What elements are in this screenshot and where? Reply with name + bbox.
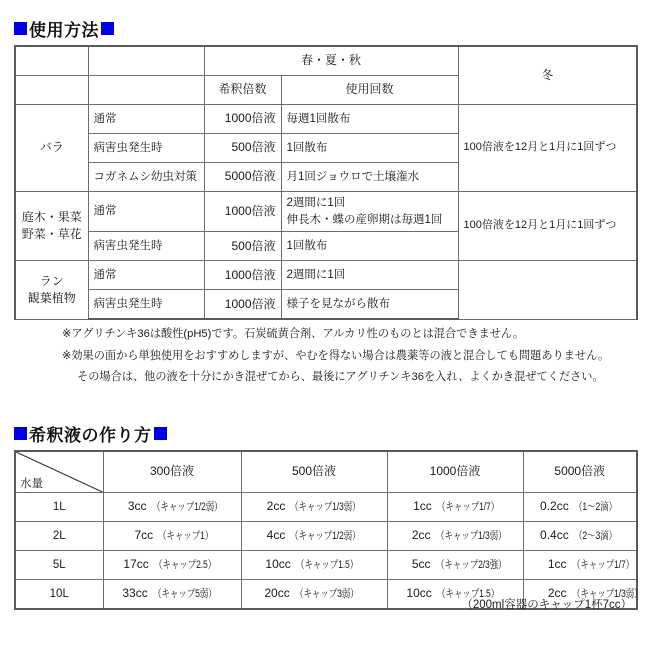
condition-pest: 病害虫発生時	[88, 134, 204, 163]
winter-value: 100倍液を12月と1月に1回ずつ	[458, 192, 637, 261]
dose-500x	[241, 522, 387, 551]
water-amount: 5L	[15, 551, 103, 580]
table-header-row-1	[15, 46, 637, 76]
dose-value: 17cc	[123, 557, 149, 572]
category-line-1: ラン	[39, 273, 64, 288]
table-row	[15, 105, 637, 134]
dilution-value: 500倍液	[204, 232, 281, 261]
frequency-line-2: 伸長木・蝶の産卵期は毎週1回	[286, 213, 443, 226]
dose-1000x	[387, 493, 523, 522]
dilution-preparation-table	[14, 450, 642, 610]
dose-300x	[103, 551, 241, 580]
frequency-value: 2週間に1回	[281, 261, 458, 290]
usage-heading-text: 使用方法	[29, 21, 99, 40]
dose-500x	[241, 551, 387, 580]
note-line-3: その場合は、他の液を十分にかき混ぜてから、最後にアグリチンキ36を入れ、よくかき混ぜてください。	[77, 371, 604, 383]
corner-label-text: 水量	[20, 477, 43, 490]
condition-pest: 病害虫発生時	[88, 232, 204, 261]
dose-note: （1〜2滴）	[573, 501, 617, 514]
water-amount: 1L	[15, 493, 103, 522]
blue-square-icon	[154, 427, 167, 440]
water-amount: 2L	[15, 522, 103, 551]
winter-value: 100倍液を12月と1月に1回ずつ	[458, 105, 637, 192]
dose-note: （キャップ1.5）	[295, 559, 358, 572]
condition-beetle-larva: コガネムシ幼虫対策	[88, 163, 204, 192]
dose-5000x	[523, 551, 637, 580]
blue-square-icon	[14, 427, 27, 440]
frequency-value: 1回散布	[281, 134, 458, 163]
dose-note: （キャップ1.5）	[436, 588, 499, 601]
header-blank-category-2	[15, 76, 88, 105]
dose-500x	[241, 493, 387, 522]
dose-value: 0.2cc	[540, 499, 569, 514]
dilution-value: 1000倍液	[204, 105, 281, 134]
dose-300x	[103, 580, 241, 610]
dose-value: 2cc	[411, 528, 431, 543]
category-rose: バラ	[15, 105, 88, 192]
frequency-value: 毎週1回散布	[281, 105, 458, 134]
usage-method-table	[14, 45, 638, 320]
blue-square-icon	[14, 22, 27, 35]
dose-note: （キャップ1/3弱）	[571, 588, 642, 601]
dose-value: 10cc	[265, 557, 291, 572]
dose-note: （キャップ1/7）	[571, 559, 634, 572]
dose-note: （キャップ2/3強）	[435, 559, 506, 572]
dose-note: （キャップ1/2弱）	[290, 530, 361, 543]
header-blank-condition	[88, 46, 204, 76]
table-row	[15, 551, 637, 580]
header-usage-frequency: 使用回数	[281, 76, 458, 105]
dose-note: （2〜3滴）	[573, 530, 617, 543]
table-row	[15, 493, 637, 522]
column-header-300x: 300倍液	[103, 451, 241, 493]
dose-300x	[103, 522, 241, 551]
dose-value: 2cc	[266, 499, 286, 514]
dose-500x	[241, 580, 387, 610]
frequency-value: 様子を見ながら散布	[281, 290, 458, 320]
blue-square-icon	[101, 22, 114, 35]
dose-value: 20cc	[264, 586, 290, 601]
table-row	[15, 522, 637, 551]
column-header-5000x: 5000倍液	[523, 451, 637, 493]
dose-value: 33cc	[122, 586, 148, 601]
dose-5000x	[523, 522, 637, 551]
dose-note: （キャップ1/2弱）	[151, 501, 222, 514]
condition-normal: 通常	[88, 105, 204, 134]
dilution-value: 1000倍液	[204, 290, 281, 320]
dose-value: 2cc	[547, 586, 567, 601]
note-line-1: ※アグリチンキ36は酸性(pH5)です。石炭硫黄合剤、アルカリ性のものとは混合できません。	[62, 328, 524, 340]
table-header-row	[15, 451, 637, 493]
condition-normal: 通常	[88, 261, 204, 290]
winter-value	[458, 261, 637, 320]
header-blank-category	[15, 46, 88, 76]
frequency-value	[281, 192, 458, 232]
header-blank-condition-2	[88, 76, 204, 105]
header-season-winter: 冬	[458, 46, 637, 105]
dose-note: （キャップ1/3弱）	[290, 501, 361, 514]
category-orchid	[15, 261, 88, 320]
dilution-value: 500倍液	[204, 134, 281, 163]
category-line-2: 観葉植物	[27, 291, 76, 306]
dilution-section-heading	[14, 421, 167, 446]
dose-value: 3cc	[127, 499, 147, 514]
header-dilution-ratio: 希釈倍数	[204, 76, 281, 105]
water-amount: 10L	[15, 580, 103, 610]
category-garden-trees	[15, 192, 88, 261]
note-line-2: ※効果の面から単独使用をおすすめしますが、やむを得ない場合は農薬等の液と混合しても問題ありません。	[62, 349, 610, 362]
column-header-500x: 500倍液	[241, 451, 387, 493]
frequency-line-1: 2週間に1回	[286, 197, 346, 209]
dose-1000x	[387, 522, 523, 551]
dose-note: （キャップ1/7）	[436, 501, 499, 514]
corner-water-amount	[15, 451, 103, 493]
dose-note: （キャップ2.5）	[153, 559, 216, 572]
dose-value: 7cc	[134, 528, 154, 543]
dose-5000x	[523, 493, 637, 522]
dilution-value: 1000倍液	[204, 192, 281, 232]
usage-notes	[0, 324, 650, 389]
header-season-warm: 春・夏・秋	[204, 46, 458, 76]
dose-value: 1cc	[547, 557, 567, 572]
dose-note: （キャップ5弱）	[152, 588, 217, 601]
condition-pest: 病害虫発生時	[88, 290, 204, 320]
table-row	[15, 192, 637, 232]
dose-value: 0.4cc	[540, 528, 569, 543]
dose-note: （キャップ3弱）	[294, 588, 359, 601]
dilution-value: 1000倍液	[204, 261, 281, 290]
frequency-value: 月1回ジョウロで土壌潅水	[281, 163, 458, 192]
category-line-2: 野菜・草花	[21, 227, 82, 242]
dilution-heading-text: 希釈液の作り方	[29, 426, 152, 445]
frequency-value: 1回散布	[281, 232, 458, 261]
column-header-1000x: 1000倍液	[387, 451, 523, 493]
dilution-footnote: （200ml容器のキャップ1杯7cc）	[461, 599, 632, 611]
dose-value: 5cc	[411, 557, 431, 572]
dose-300x	[103, 493, 241, 522]
dose-value: 1cc	[413, 499, 432, 514]
dose-note: （キャップ1/3弱）	[435, 530, 506, 543]
condition-normal: 通常	[88, 192, 204, 232]
dose-value: 10cc	[406, 586, 432, 601]
dose-1000x	[387, 551, 523, 580]
dilution-value: 5000倍液	[204, 163, 281, 192]
dose-note: （キャップ1）	[158, 530, 214, 543]
dose-value: 4cc	[266, 528, 286, 543]
usage-section-heading	[14, 16, 114, 41]
table-row	[15, 261, 637, 290]
category-line-1: 庭木・果菜	[21, 209, 82, 224]
